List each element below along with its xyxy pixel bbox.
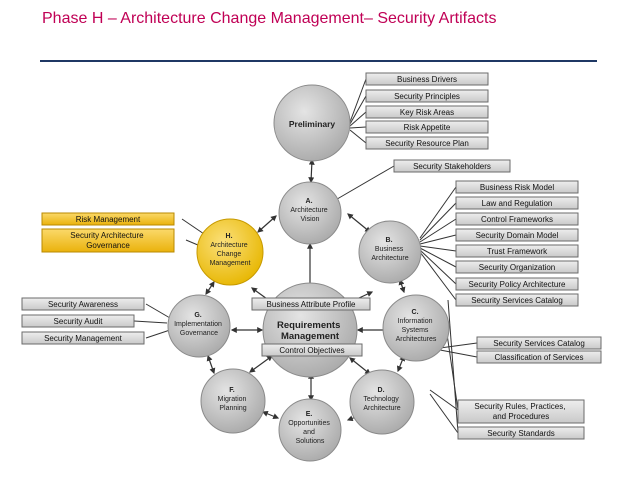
box-key-risk-areas-text: Key Risk Areas (399, 108, 455, 117)
box-business-attribute-profile-text: Business Attribute Profile (266, 300, 356, 309)
slide-title: Phase H – Architecture Change Management– Security Artifacts (42, 10, 497, 27)
connector-line (420, 252, 456, 300)
box-law-and-regulation-text: Law and Regulation (481, 199, 553, 208)
connector-line (420, 248, 456, 267)
box-trust-framework-text: Trust Framework (486, 247, 548, 256)
box-security-audit-text: Security Audit (53, 317, 103, 326)
phase-preliminary-label: Preliminary (288, 119, 336, 129)
box-security-management-text: Security Management (44, 334, 122, 343)
connector-line (146, 330, 170, 338)
phase-b-label: B. Business Architecture (371, 237, 409, 262)
phase-g-label: G. Implementation Governance (174, 312, 222, 337)
connector-line (332, 166, 394, 202)
box-security-organization-text: Security Organization (478, 263, 556, 272)
box-classification-of-services-text: Classification of Services (494, 353, 584, 362)
cycle-arrow (263, 412, 278, 418)
connector-line (448, 300, 458, 433)
cycle-arrow (400, 280, 404, 292)
cycle-arrow (208, 356, 214, 373)
hub-spoke (250, 356, 272, 372)
box-risk-appetite-text: Risk Appetite (403, 123, 451, 132)
connector-line (440, 350, 477, 357)
box-business-risk-model-text: Business Risk Model (479, 183, 555, 192)
hub-spoke (350, 358, 370, 374)
connector-line (420, 246, 456, 251)
phase-c-label: C. Information Systems Architectures (395, 309, 437, 343)
box-security-principles-text: Security Principles (394, 92, 460, 101)
box-control-frameworks-text: Control Frameworks (480, 215, 554, 224)
box-business-drivers-text: Business Drivers (396, 75, 458, 84)
connector-line (146, 304, 170, 318)
box-security-standards-text: Security Standards (487, 429, 555, 438)
box-security-resource-plan-text: Security Resource Plan (385, 139, 469, 148)
connector-line (420, 250, 456, 284)
cycle-arrow (348, 214, 370, 232)
box-security-policy-architecture-text: Security Policy Architecture (468, 280, 566, 289)
cycle-arrow (206, 282, 214, 294)
box-security-stakeholders-text: Security Stakeholders (413, 162, 491, 171)
connector-line (350, 130, 366, 143)
box-security-architecture-governance-text: Security Architecture Governance (70, 231, 144, 250)
phase-a-label: A. Architecture Vision (290, 198, 328, 223)
box-security-services-catalog-c-text: Security Services Catalog (493, 339, 585, 348)
phase-f-label: F. Migration Planning (217, 387, 247, 412)
box-control-objectives-text: Control Objectives (279, 346, 345, 355)
box-security-awareness-text: Security Awareness (47, 300, 119, 309)
requirements-management-label: Requirements Management (277, 320, 341, 342)
cycle-arrow (258, 216, 276, 232)
box-security-services-catalog-b-text: Security Services Catalog (471, 296, 563, 305)
box-security-rules-text: Security Rules, Practices, and Procedures (474, 402, 566, 421)
phase-d-label: D. Technology Architecture (363, 387, 401, 412)
connector-line (420, 235, 456, 244)
phase-h-label: H. Architecture Change Management (209, 233, 251, 267)
box-security-domain-model-text: Security Domain Model (475, 231, 559, 240)
phase-e-label: E. Opportunities and Solutions (288, 411, 330, 445)
connector-line (350, 127, 366, 128)
connector-line (420, 203, 456, 240)
box-risk-management-text: Risk Management (75, 215, 141, 224)
connector-line (134, 321, 167, 323)
cycle-arrow (311, 160, 312, 182)
